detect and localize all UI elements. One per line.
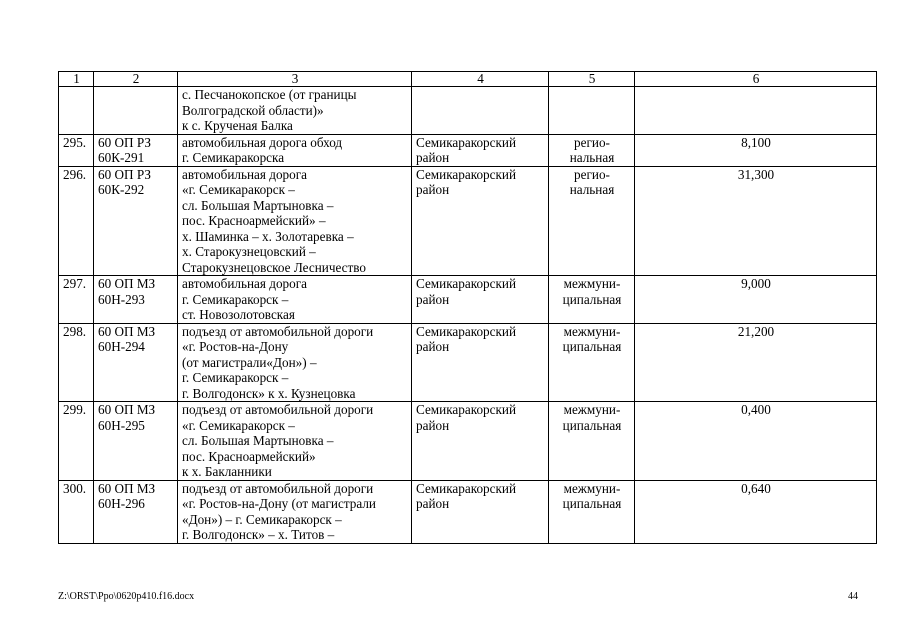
row-number-cell: 295. (59, 134, 94, 166)
header-col-3: 3 (178, 72, 412, 87)
district-cell (412, 323, 549, 402)
road-name-cell-line: сл. Большая Мартыновка – (182, 433, 334, 448)
road-code-cell-line: 60 ОП МЗ (98, 480, 156, 496)
road-name-cell (178, 87, 412, 135)
road-name-cell-line: пос. Красноармейский» – (182, 213, 326, 228)
road-name-cell (178, 323, 412, 402)
row-number-cell: 296. (59, 166, 94, 276)
significance-cell-line: межмуни- (563, 323, 621, 339)
road-name-cell-line: автомобильная дорога обход (182, 134, 343, 150)
header-col-6: 6 (635, 72, 877, 87)
significance-cell (549, 87, 635, 135)
significance-cell-line: регио- (574, 166, 610, 182)
length-cell: 0,640 (635, 480, 877, 543)
road-name-cell-line: «Дон») – г. Семикаракорск – (182, 511, 342, 527)
significance-cell-line: ципальная (562, 291, 622, 307)
district-cell (412, 276, 549, 324)
road-name-cell-line: «г. Семикаракорск – (182, 417, 295, 433)
road-name-cell-line: к с. Крученая Балка (182, 118, 293, 133)
significance-cell-line: ципальная (562, 339, 622, 354)
district-cell (412, 480, 549, 543)
table-row (59, 323, 877, 402)
district-cell-line: Семикаракорский (416, 134, 517, 150)
row-number-cell (59, 87, 94, 135)
road-name-cell-line: подъезд от автомобильной дороги (182, 402, 374, 417)
road-name-cell (178, 402, 412, 481)
footer-page-number: 44 (848, 591, 858, 602)
significance-cell-line: нальная (569, 150, 615, 165)
road-code-cell-line: 60 ОП РЗ (98, 166, 151, 182)
road-name-cell-line: х. Шаминка – х. Золотаревка – (182, 228, 354, 244)
road-code-cell (94, 166, 178, 276)
district-cell-line: район (416, 417, 450, 433)
road-code-cell-line: 60Н-295 (98, 417, 145, 433)
road-code-cell (94, 480, 178, 543)
significance-cell-line: нальная (569, 182, 615, 197)
row-number-cell: 300. (59, 480, 94, 543)
district-cell (412, 134, 549, 166)
road-name-cell-line: «г. Ростов-на-Дону (от магистрали (182, 496, 376, 511)
length-cell: 21,200 (635, 323, 877, 402)
roads-table (58, 71, 877, 544)
road-code-cell (94, 323, 178, 402)
significance-cell-line: ципальная (562, 417, 622, 433)
road-name-cell-line: г. Волгодонск» к х. Кузнецовка (182, 385, 356, 401)
road-name-cell-line: х. Старокузнецовский – (182, 244, 316, 259)
header-col-2: 2 (94, 72, 178, 87)
district-cell (412, 166, 549, 276)
table-row (59, 276, 877, 324)
significance-cell (549, 166, 635, 276)
district-cell (412, 402, 549, 481)
significance-cell-line: межмуни- (563, 402, 621, 417)
table-header-row (59, 72, 877, 87)
road-name-cell-line: «г. Ростов-на-Дону (182, 339, 289, 354)
road-code-cell-line: 60Н-293 (98, 291, 145, 307)
significance-cell-line: ципальная (562, 496, 622, 511)
road-code-cell-line: 60К-292 (98, 182, 145, 197)
road-name-cell (178, 276, 412, 324)
road-name-cell-line: ст. Новозолотовская (182, 307, 295, 322)
road-name-cell-line: автомобильная дорога (182, 166, 308, 182)
row-number-cell: 297. (59, 276, 94, 324)
table-row (59, 480, 877, 543)
road-code-cell-line: 60 ОП МЗ (98, 276, 156, 291)
road-code-cell-line: 60 ОП МЗ (98, 402, 156, 417)
road-name-cell-line: г. Волгодонск» – х. Титов – (182, 527, 335, 542)
road-name-cell-line: сл. Большая Мартыновка – (182, 197, 334, 213)
footer-file-path: Z:\ORST\Ppo\0620p410.f16.docx (58, 591, 195, 602)
road-name-cell-line: г. Семикаракорска (182, 150, 285, 165)
district-cell-line: район (416, 182, 450, 197)
road-name-cell-line: Волгоградской области)» (182, 102, 324, 118)
length-cell (635, 87, 877, 135)
road-name-cell-line: с. Песчанокопское (от границы (182, 87, 357, 102)
road-code-cell-line: 60Н-294 (98, 339, 145, 354)
district-cell-line: район (416, 339, 450, 354)
significance-cell (549, 276, 635, 324)
road-name-cell-line: (от магистрали«Дон») – (182, 354, 317, 370)
significance-cell-line: регио- (574, 134, 610, 150)
road-code-cell (94, 276, 178, 324)
road-name-cell-line: пос. Красноармейский» (182, 448, 316, 464)
district-cell (412, 87, 549, 135)
significance-cell (549, 402, 635, 481)
length-cell: 9,000 (635, 276, 877, 324)
district-cell-line: Семикаракорский (416, 166, 517, 182)
road-code-cell-line: 60 ОП МЗ (98, 323, 156, 339)
road-name-cell-line: г. Семикаракорск – (182, 291, 289, 307)
significance-cell-line: межмуни- (563, 480, 621, 496)
road-code-cell (94, 402, 178, 481)
significance-cell (549, 134, 635, 166)
district-cell-line: район (416, 291, 450, 307)
road-name-cell-line: подъезд от автомобильной дороги (182, 480, 374, 496)
road-name-cell (178, 166, 412, 276)
table-row (59, 87, 877, 135)
district-cell-line: район (416, 150, 450, 165)
table-row (59, 134, 877, 166)
header-col-5: 5 (549, 72, 635, 87)
district-cell-line: район (416, 496, 450, 511)
row-number-cell: 299. (59, 402, 94, 481)
road-code-cell-line: 60 ОП РЗ (98, 134, 151, 150)
table-row (59, 402, 877, 481)
significance-cell (549, 480, 635, 543)
district-cell-line: Семикаракорский (416, 276, 517, 291)
significance-cell-line: межмуни- (563, 276, 621, 291)
significance-cell (549, 323, 635, 402)
road-name-cell-line: автомобильная дорога (182, 276, 308, 291)
road-name-cell-line: Старокузнецовское Лесничество (182, 259, 366, 275)
length-cell: 0,400 (635, 402, 877, 481)
road-name-cell-line: к х. Бакланники (182, 464, 272, 479)
length-cell: 8,100 (635, 134, 877, 166)
length-cell: 31,300 (635, 166, 877, 276)
table-row (59, 166, 877, 276)
header-col-1: 1 (59, 72, 94, 87)
road-code-cell-line: 60К-291 (98, 150, 145, 165)
road-code-cell (94, 134, 178, 166)
road-name-cell (178, 480, 412, 543)
road-code-cell-line: 60Н-296 (98, 496, 145, 511)
header-col-4: 4 (412, 72, 549, 87)
table-body (59, 87, 877, 544)
district-cell-line: Семикаракорский (416, 323, 517, 339)
district-cell-line: Семикаракорский (416, 402, 517, 417)
road-name-cell-line: «г. Семикаракорск – (182, 182, 295, 197)
road-name-cell-line: подъезд от автомобильной дороги (182, 323, 374, 339)
row-number-cell: 298. (59, 323, 94, 402)
road-name-cell-line: г. Семикаракорск – (182, 370, 289, 385)
district-cell-line: Семикаракорский (416, 480, 517, 496)
road-code-cell (94, 87, 178, 135)
road-name-cell (178, 134, 412, 166)
